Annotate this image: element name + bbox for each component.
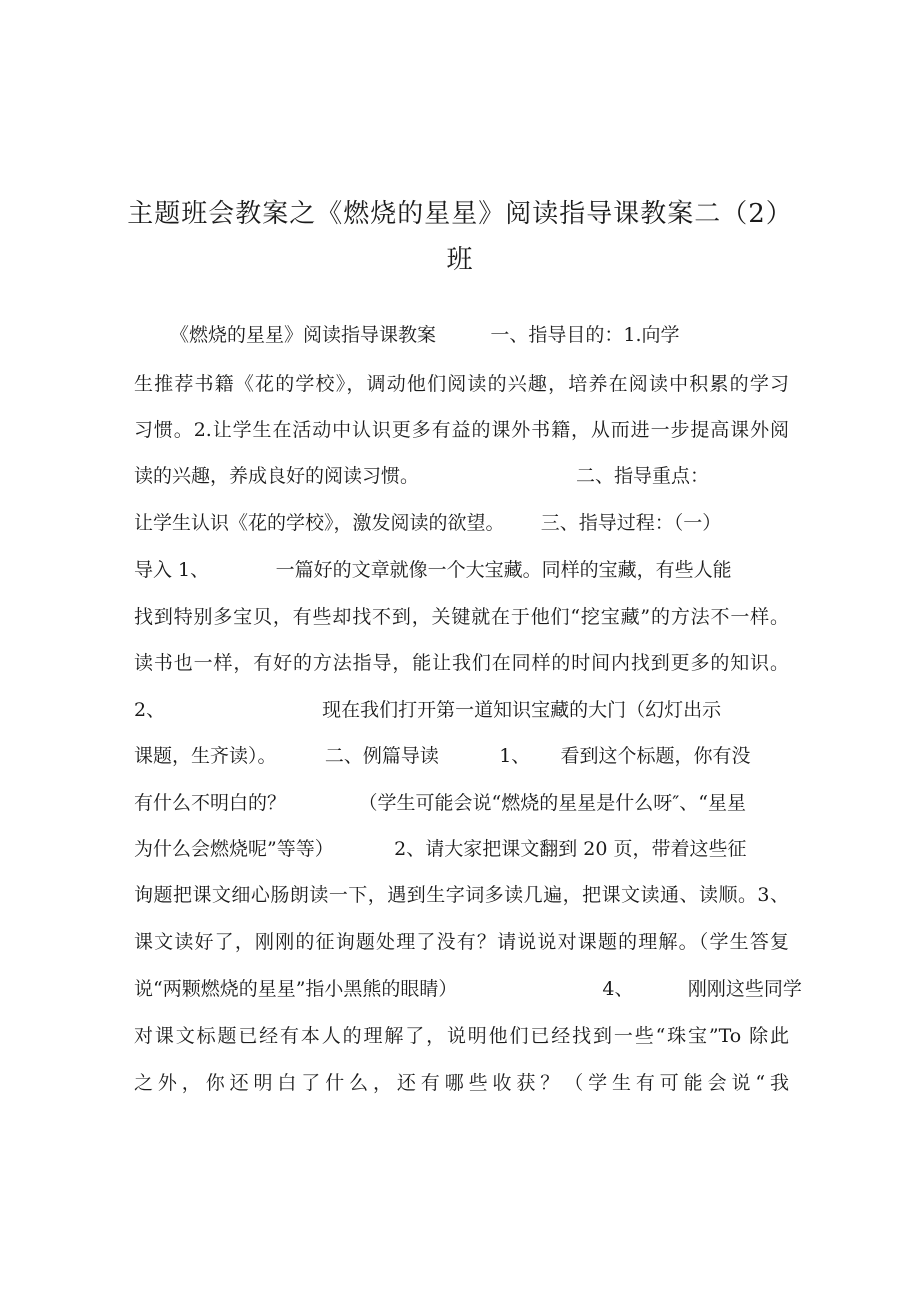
paragraph-line: 读书也一样，有好的方法指导，能让我们在同样的时间内找到更多的知识。 (134, 652, 789, 674)
paragraph-line: 课文读好了，刚刚的征询题处理了没有？请说说对课题的理解。（学生答复 (134, 931, 789, 953)
paragraph-line: 有什么不明白的？ （学生可能会说“燃烧的星星是什么呀″、“星星 (134, 792, 747, 814)
paragraph-line: 让学生认识《花的学校》，激发阅读的欲望。 三、指导过程：（一） (134, 512, 722, 534)
paragraph-line: 课题，生齐读）。 二、例篇导读 1、 看到这个标题，你有没 (134, 745, 751, 767)
paragraph-line: 读的兴趣，养成良好的阅读习惯。 二、指导重点： (134, 465, 710, 487)
paragraph-line: 导入 1、 一篇好的文章就像一个大宝藏。同样的宝藏，有些人能 (134, 559, 732, 581)
paragraph-line: 2、 现在我们打开第一道知识宝藏的大门（幻灯出示 (134, 699, 722, 721)
paragraph-line: 生推荐书籍《花的学校》，调动他们阅读的兴趣，培养在阅读中积累的学习 (134, 373, 789, 395)
paragraph-line: 说“两颗燃烧的星星”指小黑熊的眼睛） 4、 刚刚这些同学 (134, 978, 802, 1000)
document-title-line-1: 主题班会教案之《燃烧的星星》阅读指导课教案二（2） (127, 199, 793, 229)
document-title-line-2: 班 (446, 245, 474, 275)
paragraph-line: 找到特别多宝贝，有些却找不到，关键就在于他们“挖宝藏”的方法不一样。 (134, 606, 789, 628)
paragraph-line: 询题把课文细心肠朗读一下，遇到生字词多读几遍，把课文读通、读顺。3、 (134, 884, 789, 906)
paragraph-line: 习惯。2.让学生在活动中认识更多有益的课外书籍，从而进一步提高课外阅 (134, 419, 789, 441)
paragraph-line: 为什么会燃烧呢”等等） 2、请大家把课文翻到 20 页，带着这些征 (134, 838, 747, 860)
paragraph-line: 《燃烧的星星》阅读指导课教案 一、指导目的：1.向学 (170, 324, 680, 346)
paragraph-line: 之外，你还明白了什么，还有哪些收获？（学生有可能会说“我 (134, 1072, 789, 1094)
paragraph-line: 对课文标题已经有本人的理解了，说明他们已经找到一些“珠宝”To 除此 (134, 1025, 789, 1047)
